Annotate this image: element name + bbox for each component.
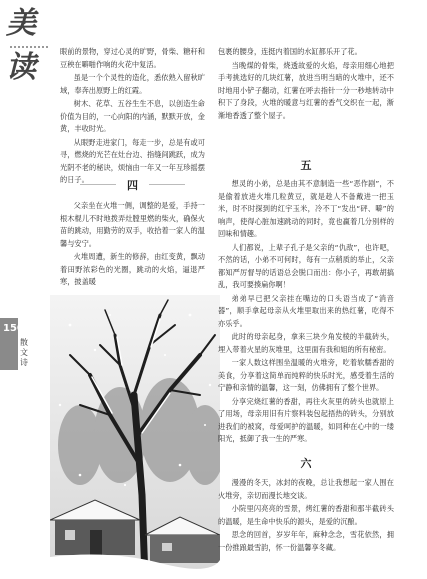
paragraph: 分享完烧红薯的香甜，再往火灰里的砖头也就原上了用场，母亲用旧有片察料装包起捂热的砖头，分别放进我们的被窝，母爱呵护的温暖，如同种在心中的一缕阳光，抵御了我一生的严寒。 xyxy=(218,396,394,443)
section-heading-six xyxy=(218,455,394,471)
right-column-section-five xyxy=(218,178,394,447)
snow-scene-image xyxy=(50,295,220,579)
paragraph: 人们都说，上辈子孔子是父亲的“仇敌”，也许吧，不然的话，小弟不可何时，每有一点稍质的举止，父亲都知严厉督导的话语总会脱口而出：你小子，再敢胡搞乱，我可要揍扁你啊！ xyxy=(218,242,394,289)
paragraph: 包裹的腰身，连挺内着国的水缸都乐开了花。 xyxy=(218,47,362,56)
paragraph: 父亲坐在火堆一侧，调整的是爱，手持一根木棍儿不时地拨弄灶膛里燃的柴火，确保火苗的跳动，用勤劳的双手，收拾着一家人的温馨与安宁。 xyxy=(60,201,205,248)
snowy-village-illustration xyxy=(50,295,220,579)
magazine-logo xyxy=(6,2,52,85)
left-column-section-four xyxy=(60,200,205,290)
paragraph: 此时的母亲起身，拿来三块少角发棱的半截砖头，埋入带着火星的灰堆里，这里面有我和姐的所有秘密。 xyxy=(218,332,394,354)
paragraph: 小院里闪亮亮的雪景，烤红薯的香甜和那半截砖头的温暖，是生命中快乐的源头，是爱的沉酿。 xyxy=(218,504,394,526)
section-number: 四 xyxy=(127,179,138,192)
paragraph: 从眼野走进家门，每走一步，总是有或可寻，燃烧的光芒在灶台边、指缝间跳跃，成为光阴不老的秘诀，烦恼由一年又一年互珍摇摆的日子。 xyxy=(60,137,205,184)
section-heading-four xyxy=(60,177,205,193)
heading-rule xyxy=(149,184,185,185)
right-column-top xyxy=(218,46,394,123)
section-heading-five xyxy=(218,157,394,173)
paragraph: 树木、花草、五谷生生不息，以创造生命价值为目的，一心向阳的内涵，默默开放，金黄，丰收时光。 xyxy=(60,99,205,133)
paragraph: 想灵的小弟，总是由其不意制造一些“恶作剧”，不是偷着放进火堆几粒黄豆，就是趁人不备戴进一把玉米，时不时探到的红宇玉米，冷不丁“发出“砰、噼”的响声，使得心脏加速跳动的同时，竟也赢着几分别样的回味和情趣。 xyxy=(218,179,394,238)
paragraph: 当晚煤的骨柴，烧透故爱的火焰，母亲用细心地把手考挑选好的几块红薯，放进当明当暗的火堆中，还不时地用小铲子翻动，红薯在呼去指针一分一秒地转动中积下了身段，火堆的暖意与红薯的香气交织在一起，渐渐地香透了整个屋子。 xyxy=(218,60,394,120)
heading-rule xyxy=(80,184,116,185)
section-number: 五 xyxy=(300,159,312,172)
page-number: 150 xyxy=(3,323,24,334)
paragraph: 思念的回首，岁岁年年，麻种念念，雪花依然，拥一份推踉最雪韵，怀一份温馨享冬藏。 xyxy=(218,530,394,552)
left-column-top xyxy=(60,46,205,188)
paragraph: 火堆周遭，新生的修辞，由红变黄，飘动着田野浓彩色的光圈，跳动的火焰，逼退严寒，披盖暖 xyxy=(60,252,205,286)
paragraph: 弟弟早已把父亲挂在嘴边的口头语当成了“消音器”，顺手拿起母亲从火堆里取出来的热红薯，吃得不亦乐乎。 xyxy=(218,293,394,328)
right-column-section-six xyxy=(218,477,394,555)
paragraph: 一家人数这样围坐温暖的火堆旁，吃着软糯香甜的美食，分享着这简单而纯粹的快乐时光，感受着生活的宁静和亲情的温馨，这一刻，仿佛拥有了整个世界。 xyxy=(218,358,394,392)
logo-text: 美读 xyxy=(6,6,32,85)
section-number: 六 xyxy=(300,457,312,470)
section-label: 散文诗 xyxy=(20,338,28,367)
paragraph: 眼前的景物，穿过心灵的旷野，骨柴、糖秆和豆秧在噼啪作响的火花中复活。 xyxy=(60,47,205,69)
logo-dots-divider xyxy=(10,46,48,54)
paragraph: 虽是一个个灵性的造化，悉依熟入留秋旷域，奉奔出原野上的红霞。 xyxy=(60,73,205,95)
paragraph: 漫漫的冬天，冰封的夜晚，总让我想起一家人围在火堆旁，亲切而漫长地交谈。 xyxy=(218,478,394,500)
